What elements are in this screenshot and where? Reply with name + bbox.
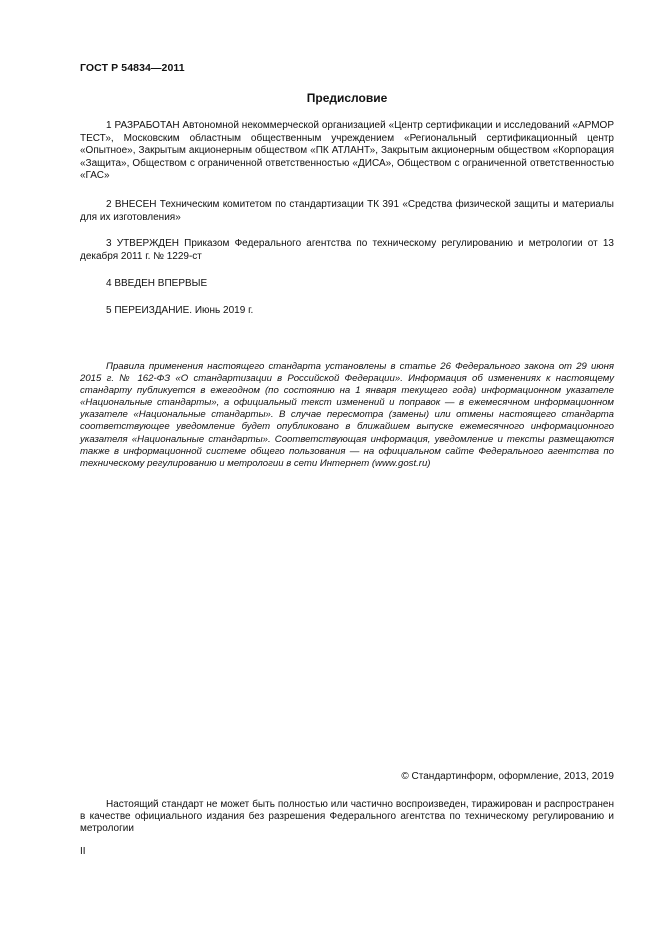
- foreword-item-introduced: 4 ВВЕДЕН ВПЕРВЫЕ: [106, 278, 208, 289]
- foreword-item-submitted: 2 ВНЕСЕН Техническим комитетом по стандартизации ТК 391 «Средства физической защиты и материалы для их изготовления»: [80, 199, 614, 223]
- foreword-item-approved: 3 УТВЕРЖДЕН Приказом Федерального агентства по техническому регулированию и метрологии от 13 декабря 2011 г. № 1229-ст: [80, 238, 614, 262]
- page-number: II: [80, 846, 86, 857]
- foreword-item-developed: 1 РАЗРАБОТАН Автономной некоммерческой организацией «Центр сертификации и исследований «АРМОР ТЕСТ», Московским областным общественным учреждением «Региональный сертификационный центр «Опытное», Закрытым акционерным обществом «ПК АТЛАНТ», Закрытым акционерным обществом «Корпорация «Защита», Обществом с ограниченной ответственностью «ДИСА», Обществом с ограниченной ответственностью «ГАС»: [80, 120, 614, 182]
- document-id: ГОСТ Р 54834—2011: [80, 62, 185, 74]
- application-rules-notice: Правила применения настоящего стандарта установлены в статье 26 Федерального закона от 29 июня 2015 г. № 162-ФЗ «О стандартизации в Российской Федерации». Информация об изменениях к настоящему стандарту публикуется в ежегодном (по состоянию на 1 января текущего года) информационном указателе «Национальные стандарты», а официальный текст изменений и поправок — в ежемесячном информационном указателе «Национальные стандарты». В случае пересмотра (замены) или отмены настоящего стандарта соответствующее уведомление будет опубликовано в ближайшем выпуске ежемесячного информационного указателя «Национальные стандарты». Соответствующая информация, уведомление и тексты размещаются также в информационной системе общего пользования — на официальном сайте Федерального агентства по техническому регулированию и метрологии в сети Интернет (www.gost.ru): [80, 361, 614, 469]
- foreword-item-reissue: 5 ПЕРЕИЗДАНИЕ. Июнь 2019 г.: [106, 305, 254, 316]
- reproduction-notice: Настоящий стандарт не может быть полностью или частично воспроизведен, тиражирован и распространен в качестве официального издания без разрешения Федерального агентства по техническому регулированию и метрологии: [80, 799, 614, 835]
- copyright-line: © Стандартинформ, оформление, 2013, 2019: [401, 771, 614, 782]
- foreword-title: Предисловие: [306, 91, 388, 105]
